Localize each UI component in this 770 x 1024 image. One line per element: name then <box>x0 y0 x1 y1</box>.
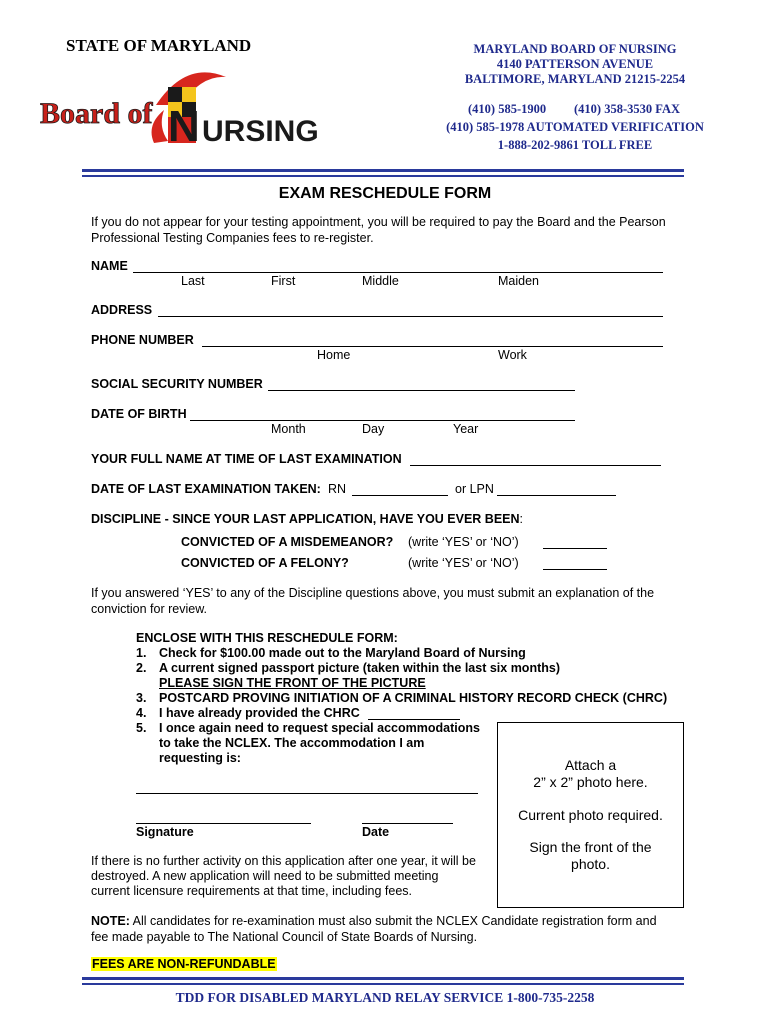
photo-text-current: Current photo required. <box>518 807 663 823</box>
fullname-field[interactable] <box>410 465 661 466</box>
dob-field[interactable] <box>190 420 575 421</box>
yes-explanation-line2: conviction for review. <box>91 602 208 616</box>
rn-label: RN <box>328 482 347 496</box>
logo-board-of: Board of <box>40 97 153 130</box>
enclose-item-5-line2: to take the NCLEX. The accommodation I am <box>159 736 425 750</box>
enclose-num-1: 1. <box>136 646 147 660</box>
dob-sub-month: Month <box>271 422 306 436</box>
footer-rule-bottom <box>82 983 684 985</box>
enclose-num-2: 2. <box>136 661 147 675</box>
board-logo <box>36 65 319 153</box>
photo-text-size: 2” x 2” photo here. <box>533 774 648 790</box>
chrc-provided-field[interactable] <box>368 719 460 720</box>
name-sub-maiden: Maiden <box>498 274 539 288</box>
board-verification: (410) 585-1978 AUTOMATED VERIFICATION <box>446 120 704 134</box>
yes-explanation-line1: If you answered ‘YES’ to any of the Discipline questions above, you must submit an explanation of the <box>91 586 655 600</box>
enclose-num-5: 5. <box>136 721 147 735</box>
enclose-item-3: POSTCARD PROVING INITIATION OF A CRIMINAL HISTORY RECORD CHECK (CHRC) <box>159 691 668 705</box>
form-title: EXAM RESCHEDULE FORM <box>278 185 492 202</box>
felony-answer[interactable] <box>543 569 607 570</box>
address-field[interactable] <box>158 316 663 317</box>
footer-rule-top <box>82 977 684 980</box>
state-title: STATE OF MARYLAND <box>66 36 252 55</box>
photo-text-attach: Attach a <box>564 757 617 773</box>
signature-field[interactable] <box>136 823 311 824</box>
inactivity-line3: current licensure requirements at that time, including fees. <box>91 884 412 898</box>
enclose-item-4: I have already provided the CHRC <box>159 706 360 720</box>
header-rule-top <box>82 169 684 172</box>
last-exam-label: DATE OF LAST EXAMINATION TAKEN: <box>91 482 321 496</box>
enclose-item-5-line3: requesting is: <box>159 751 241 765</box>
address-label: ADDRESS <box>91 303 153 317</box>
lpn-label: or LPN <box>455 482 494 496</box>
enclose-item-2: A current signed passport picture (taken within the last six months) <box>159 661 560 675</box>
photo-attachment-box[interactable] <box>497 722 684 908</box>
board-city: BALTIMORE, MARYLAND 21215-2254 <box>464 72 686 86</box>
date-field[interactable] <box>362 823 453 824</box>
felony-hint: (write ‘YES’ or ‘NO’) <box>408 556 519 570</box>
fullname-label: YOUR FULL NAME AT TIME OF LAST EXAMINATION <box>91 452 402 466</box>
felony-question: CONVICTED OF A FELONY? <box>181 556 349 570</box>
inactivity-line1: If there is no further activity on this application after one year, it will be <box>91 854 476 868</box>
intro-text-line1: If you do not appear for your testing appointment, you will be required to pay the Board and the Pearson <box>91 215 666 229</box>
accommodation-field[interactable] <box>136 793 478 794</box>
name-label: NAME <box>91 259 128 273</box>
phone-sub-home: Home <box>317 348 351 362</box>
enclose-num-3: 3. <box>136 691 147 705</box>
photo-text-sign: Sign the front of the <box>529 839 652 855</box>
fees-notice: FEES ARE NON-REFUNDABLE <box>92 957 276 971</box>
rn-date-field[interactable] <box>352 495 448 496</box>
logo-nursing: URSING <box>202 115 319 148</box>
board-phone: (410) 585-1900 <box>468 102 547 116</box>
enclose-item-1: Check for $100.00 made out to the Maryland Board of Nursing <box>159 646 526 660</box>
board-name: MARYLAND BOARD OF NURSING <box>473 42 677 56</box>
lpn-date-field[interactable] <box>497 495 616 496</box>
name-sub-middle: Middle <box>362 274 399 288</box>
name-sub-first: First <box>271 274 296 288</box>
note-line2: fee made payable to The National Council of State Boards of Nursing. <box>91 930 478 944</box>
enclose-item-5: I once again need to request special accommodations <box>159 721 480 735</box>
dob-sub-day: Day <box>362 422 385 436</box>
note-line1: NOTE: All candidates for re-examination must also submit the NCLEX Candidate registration form and <box>91 914 657 928</box>
board-toll-free: 1-888-202-9861 TOLL FREE <box>497 138 653 152</box>
inactivity-line2: destroyed. A new application will need to be submitted meeting <box>91 869 439 883</box>
board-street: 4140 PATTERSON AVENUE <box>496 57 654 71</box>
dob-sub-year: Year <box>453 422 479 436</box>
misdemeanor-question: CONVICTED OF A MISDEMEANOR? <box>181 535 394 549</box>
header-rule-bottom <box>82 175 684 177</box>
date-label: Date <box>362 825 390 839</box>
intro-text-line2: Professional Testing Companies fees to re-register. <box>91 231 374 245</box>
ssn-field[interactable] <box>268 390 575 391</box>
name-sub-last: Last <box>181 274 205 288</box>
board-fax: (410) 358-3530 FAX <box>574 102 680 116</box>
signature-label: Signature <box>136 825 194 839</box>
enclose-item-2-note: PLEASE SIGN THE FRONT OF THE PICTURE <box>159 676 426 690</box>
phone-field[interactable] <box>202 346 663 347</box>
phone-label: PHONE NUMBER <box>91 333 194 347</box>
phone-sub-work: Work <box>498 348 527 362</box>
name-field[interactable] <box>133 272 663 273</box>
enclose-heading: ENCLOSE WITH THIS RESCHEDULE FORM: <box>136 631 398 645</box>
misdemeanor-answer[interactable] <box>543 548 607 549</box>
discipline-heading: DISCIPLINE - SINCE YOUR LAST APPLICATION, HAVE YOU EVER BEEN: <box>91 512 524 526</box>
ssn-label: SOCIAL SECURITY NUMBER <box>91 377 263 391</box>
logo-n-letter: N <box>168 102 200 151</box>
misdemeanor-hint: (write ‘YES’ or ‘NO’) <box>408 535 519 549</box>
enclose-num-4: 4. <box>136 706 147 720</box>
footer-tdd: TDD FOR DISABLED MARYLAND RELAY SERVICE 1-800-735-2258 <box>175 990 595 1005</box>
dob-label: DATE OF BIRTH <box>91 407 187 421</box>
photo-text-photo: photo. <box>571 856 610 872</box>
